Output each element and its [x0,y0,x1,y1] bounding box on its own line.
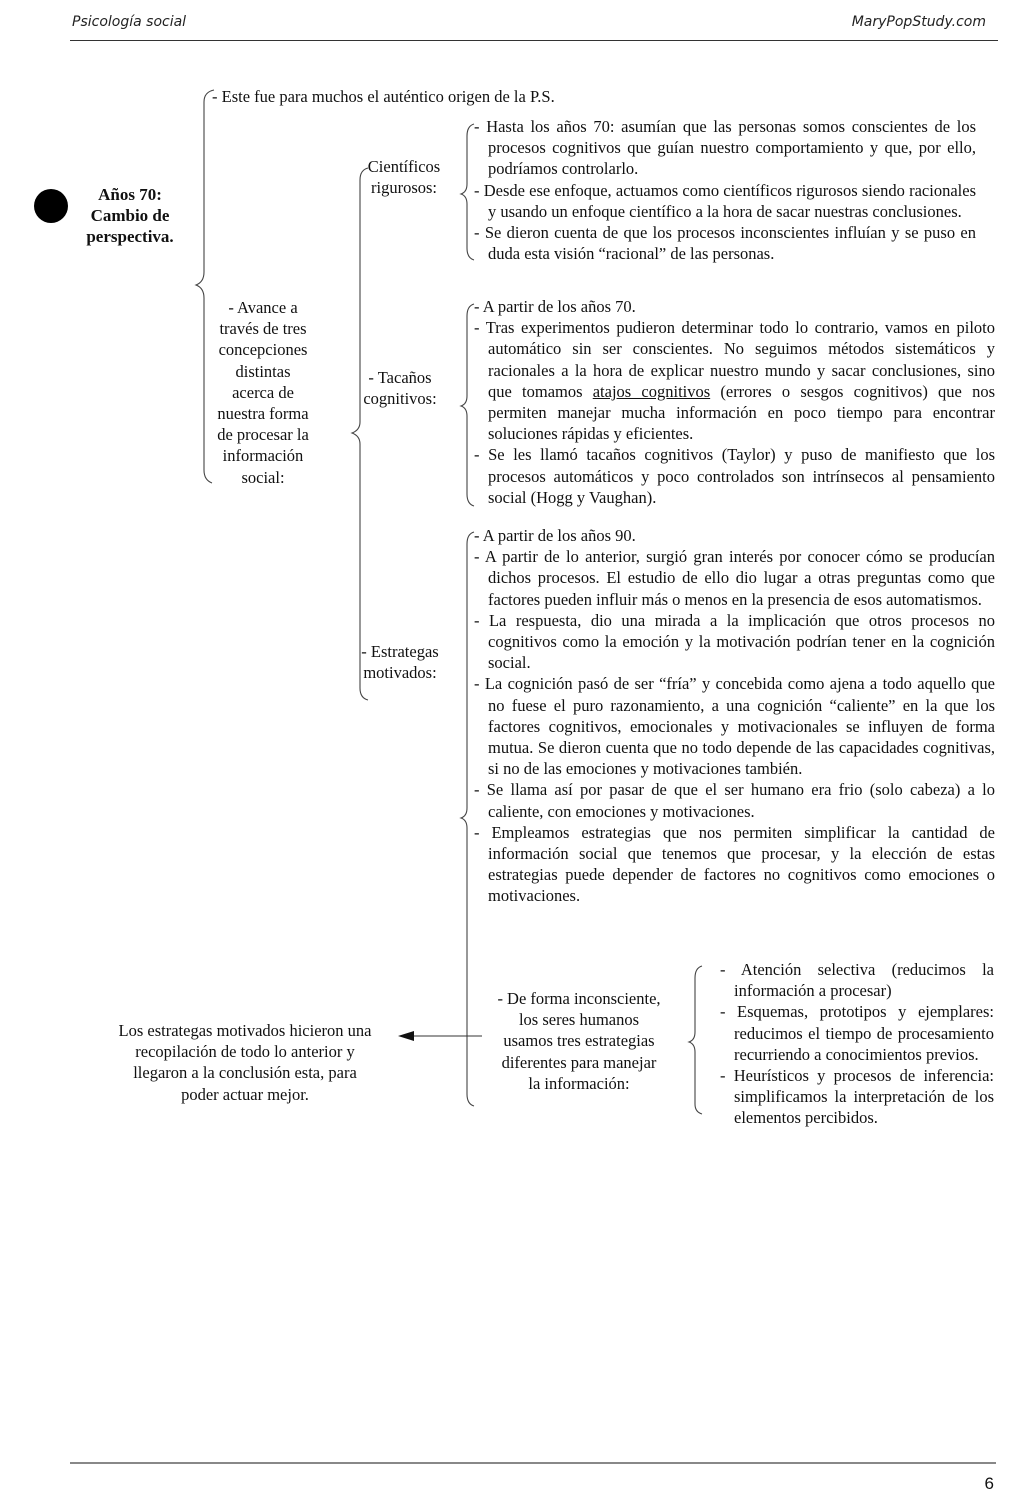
list-item [462,317,995,444]
sub-point-line: usamos tres estrategias [503,1031,655,1051]
list-item: - La cognición pasó de ser “fría” y concebida como ajena a todo aquello que no fuese el puro razonamiento, a una cognición “caliente” en la que los factores cognitivos, emocionales y motivacionales se influyen de forma mutua. Se dieron cuenta que no todo depende de las capacidades cognitivas, si no de las emociones y motivaciones también. [474,674,995,779]
conclusion [96,1020,394,1105]
footer-divider [70,1462,996,1464]
list-item: - Se llama así por pasar de que el ser humano era frio (solo cabeza) a lo caliente, con emociones y motivaciones. [474,780,995,821]
strategy-item: - Esquemas, prototipos y ejemplares: reducimos el tiempo de procesamiento recurriendo a conocimientos previos. [720,1002,994,1064]
strategy-item: - Atención selectiva (reducimos la información a procesar) [720,960,994,1001]
label-tacanos-cognitivos [352,367,448,409]
second-point-line: través de tres [219,319,307,339]
second-point-line: acerca de [232,382,294,402]
sub-point-inconsciente [476,988,682,1094]
second-point-line: social: [241,467,285,487]
label-line: - Estrategas [361,642,439,661]
title-line: Cambio de [90,206,170,225]
first-point: - Este fue para muchos el auténtico origen de la P.S. [212,87,555,106]
second-point-line: concepciones [218,340,308,360]
estrategas-items [462,525,995,907]
sub-point-line: los seres humanos [518,1010,640,1030]
sub-point-line: diferentes para manejar [501,1052,657,1072]
list-item: - Hasta los años 70: asumían que las personas somos conscientes de los procesos cognitivos que guían nuestro comportamiento y que, por ello, podríamos controlarlo. [474,117,976,179]
second-point-line: nuestra forma [217,404,309,424]
sub-point-line: la información: [528,1073,630,1093]
conclusion-line: poder actuar mejor. [181,1084,309,1104]
arrow-head-icon [398,1031,414,1041]
page-number: 6 [984,1474,994,1493]
label-line: cognitivos: [363,389,437,409]
header-subject: Psicología social [72,14,187,30]
list-item: - A partir de los años 90. [474,526,636,545]
list-item: - Se dieron cuenta de que los procesos inconscientes influían y se puso en duda esta visión “racional” de las personas. [474,223,976,264]
sub-point-line: - De forma inconsciente, [497,989,661,1008]
conclusion-line: recopilación de todo lo anterior y [135,1042,355,1062]
second-point-line: distintas [235,361,291,381]
list-item: - A partir de lo anterior, surgió gran interés por conocer cómo se producían dichos procesos. El estudio de ello dio lugar a otras preguntas como que factores pueden influir más o menos en la presencia de esos automatismos. [474,547,995,609]
conceptions-brace [352,168,368,700]
label-estrategas-motivados [350,641,450,683]
second-point-line: información [222,446,304,466]
list-item: - Se les llamó tacaños cognitivos (Taylor) y puso de manifiesto que los procesos automáticos y poco controlados son intrínsecos al pensamiento social (Hogg y Vaughan). [474,445,995,507]
conclusion-line: llegaron a la conclusión esta, para [133,1063,357,1083]
strategy-item: - Heurísticos y procesos de inferencia: simplificamos la interpretación de los elementos percibidos. [720,1066,994,1128]
bullet-icon [34,189,68,223]
label-line: Científicos [367,157,441,176]
label-line: rigurosos: [371,178,437,198]
item-text: (errores o sesgos cognitivos) que nos permiten manejar mucha información en poco tiempo para encontrar soluciones rápidas y eficientes. [488,381,996,444]
list-item: - A partir de los años 70. [474,297,636,316]
second-point-line: - Avance a [228,298,298,317]
underlined-term: atajos cognitivos [592,381,711,401]
list-item: - La respuesta, dio una mirada a la implicación que otros procesos no cognitivos como la emoción y la motivación podrían tener en la cognición social. [474,610,995,673]
cientificos-items [462,116,976,264]
second-point-line: de procesar la [217,425,309,445]
item-text: - Tras experimentos pudieron determinar todo lo contrario, vamos en piloto automático sin ser conscientes. No seguimos métodos sistemáticos y racionales a la hora de explicar nuestro mundo y sacar conclusiones, sino que tomamos [474,318,995,401]
label-line: motivados: [363,663,437,683]
list-item: - Empleamos estrategias que nos permiten simplificar la cantidad de información social que tenemos que procesar, y la elección de estas estrategias puede depender de factores no cognitivos como emociones o motivaciones. [474,822,995,906]
second-point [204,297,322,488]
header-site: MaryPopStudy.com [851,14,986,30]
strategies-list [708,959,994,1129]
conclusion-line: Los estrategas motivados hicieron una [118,1021,372,1040]
label-line: - Tacaños [368,368,432,387]
tacanos-items [462,296,995,508]
title-line: Años 70: [98,185,162,204]
strategies-brace [689,966,702,1114]
main-topic-title [72,184,188,247]
label-cientificos-rigurosos [356,156,452,198]
title-line: perspectiva. [86,227,174,246]
list-item: - Desde ese enfoque, actuamos como científicos rigurosos siendo racionales y usando un enfoque científico a la hora de sacar nuestras conclusiones. [474,180,976,221]
